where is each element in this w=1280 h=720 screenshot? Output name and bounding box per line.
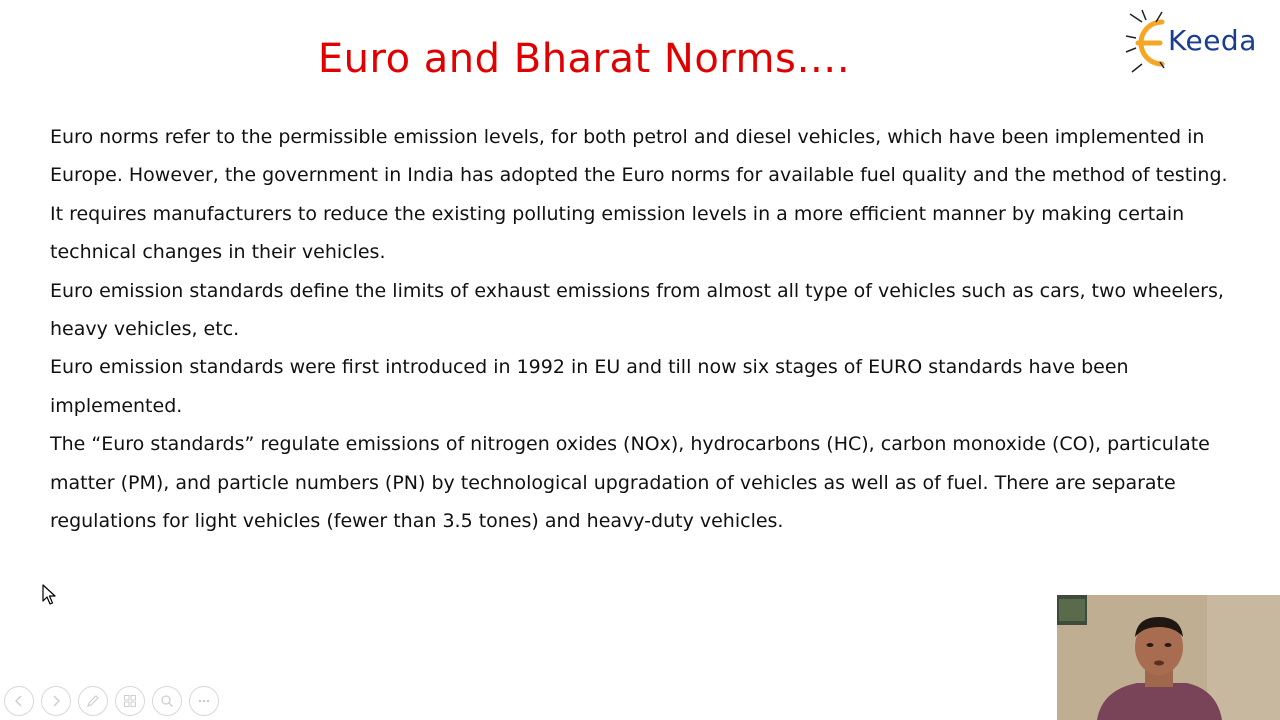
- ekeeda-logo: [1122, 6, 1274, 80]
- next-button[interactable]: [41, 686, 71, 716]
- slideshow-toolbar: [4, 686, 219, 716]
- presenter-image: [1057, 595, 1280, 720]
- paragraph: It requires manufacturers to reduce the existing polluting emission levels in a more efficient manner by making certain technical changes in their vehicles.: [50, 202, 1185, 264]
- next-icon: [49, 694, 63, 708]
- see-all-slides-button[interactable]: [115, 686, 145, 716]
- presenter-webcam-video: [1057, 595, 1280, 720]
- more-icon: [197, 694, 211, 708]
- pen-icon: [86, 694, 100, 708]
- slide-title: Euro and Bharat Norms….: [317, 36, 851, 82]
- pen-button[interactable]: [78, 686, 108, 716]
- previous-icon: [12, 694, 26, 708]
- more-options-button[interactable]: [189, 686, 219, 716]
- paragraph: The “Euro standards” regulate emissions of nitrogen oxides (NOx), hydrocarbons (HC), carbon monoxide (CO), particulate matter (PM), and particle numbers (PN) by technological upgradation of vehicles as well as of fuel. There are separate regulations for light vehicles (fewer than 3.5 tones) and heavy-duty vehicles.: [50, 433, 1210, 533]
- paragraph: Euro emission standards were first introduced in 1992 in EU and till now six stages of EURO standards have been implemented.: [50, 356, 1129, 417]
- mouse-cursor-icon: [42, 584, 58, 606]
- logo-text: Keeda: [1168, 24, 1257, 57]
- zoom-icon: [160, 694, 174, 708]
- slide-body: [50, 118, 1250, 540]
- paragraph: Euro emission standards define the limits of exhaust emissions from almost all type of vehicles such as cars, two wheelers, heavy vehicles, etc.: [50, 279, 1224, 341]
- paragraph: Euro norms refer to the permissible emission levels, for both petrol and diesel vehicles, which have been implemented in Europe. However, the government in India has adopted the Euro norms for available fuel quality and the method of testing.: [50, 126, 1228, 187]
- previous-button[interactable]: [4, 686, 34, 716]
- zoom-button[interactable]: [152, 686, 182, 716]
- slides-icon: [123, 694, 137, 708]
